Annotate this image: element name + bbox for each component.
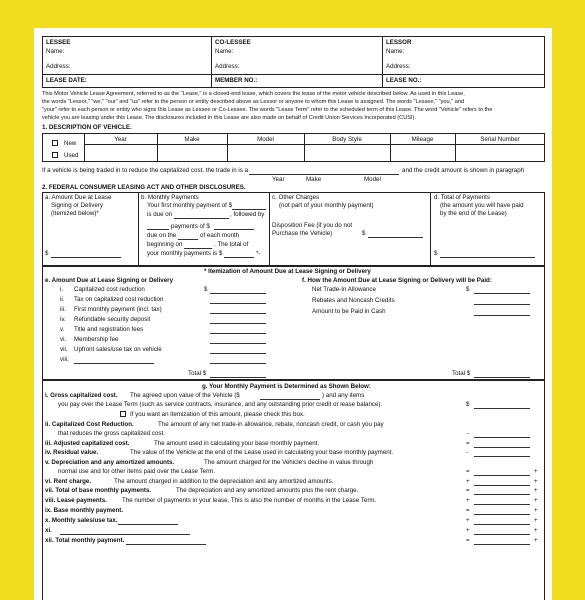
box-c-line-4: Purchase the Vehicle) [272,230,333,237]
g-i-text-c: you pay over the Lease Term (such as service contracts, insurance, and any outstanding prior credit or lease balance). [58,401,383,408]
section-2-title: 2. FEDERAL CONSUMER LEASING ACT AND OTHER DISCLOSURES. [42,184,246,191]
box-b-each-month: of each month [200,232,240,239]
g-row-blank[interactable] [474,447,530,448]
e-item-num: vii. [60,346,68,353]
g-row-sym: = [466,468,470,475]
box-d-line-1: d. Total of Payments [434,194,490,201]
g-row-plus: + [534,487,538,494]
lease-no-label: LEASE NO.: [386,77,422,84]
co-lessee-name-label: Name: [215,48,234,55]
intro-line-3: "your" refer to each person or entity who signs this Lease as Lessee or Co-Lessee. The words "Lease Term" refer to the scheduled term of this Lease. The word "Vehicle" refers to the [42,107,493,113]
box-c-line-2: (not part of your monthly payment) [279,202,374,209]
trade-in-year-label: Year [272,176,285,183]
lessor-name-label: Name: [386,48,405,55]
g-i-text-b: ) and any items [322,392,365,399]
box-c-amount-blank[interactable] [368,237,423,238]
g-row-sym: = [466,507,470,514]
itemization-title: * Itemization of Amount Due at Lease Signing or Delivery [204,268,371,275]
lessee-address-label: Address: [46,63,71,70]
box-d-line-3: by the end of the Lease) [440,210,507,217]
g-row-label: viii. Lease payments. [45,497,107,504]
g-title: g. Your Monthly Payment is Determined as Shown Below: [202,383,371,390]
g-row-blank[interactable] [474,485,530,486]
e-item-label: Upfront sales/use tax on vehicle [74,346,162,353]
g-row-label: xii. Total monthly payment. [45,537,125,544]
g-row-blank[interactable] [474,544,530,545]
f-total-blank[interactable] [474,377,530,378]
e-item-label: Refundable security deposit [74,316,151,323]
box-b-due-on: is due on [147,211,173,218]
g-i-amount-blank[interactable] [474,408,530,409]
box-b-count-blank[interactable] [147,229,169,230]
box-d-line-2: (the amount you will have paid [440,202,524,209]
trade-in-make-label: Make [306,176,322,183]
trade-in-blank[interactable] [249,174,399,175]
g-row-text: The amount charged in addition to the depreciation and any amortized amounts. [114,478,334,485]
g-row-sym: = [466,487,470,494]
g-i-dollar: $ [466,401,470,408]
box-b-line-1: b. Monthly Payments [141,194,199,201]
e-amount-blank[interactable] [210,313,266,314]
g-i-text-d: If you want an itemization of this amount, please check this box. [130,411,305,418]
g-row-text: The value of the Vehicle at the end of the Lease used in calculating your base monthly payment. [130,449,394,456]
e-title: e. Amount Due at Lease Signing or Delivery [45,277,174,284]
e-amount-blank[interactable] [210,333,266,334]
box-b-payments-of: payments of $ [171,223,210,230]
g-ii-amount-blank[interactable] [474,437,530,438]
g-row-text-blank[interactable] [60,534,190,535]
e-item-num: viii. [60,356,69,363]
box-b-due-on-blank[interactable] [174,218,229,219]
box-c-dollar: $ [362,230,366,237]
e-item-num: vi. [60,336,67,343]
box-c-line-1: c. Other Charges [272,194,320,201]
f-amount-blank[interactable] [474,293,530,294]
e-item-label: First monthly payment (incl. tax) [74,306,162,313]
f-item-label: Net Trade-In Allowance [312,286,376,293]
g-row-plus: + [534,478,538,485]
e-total-label: Total $ [188,370,207,377]
box-b-first-payment-blank[interactable] [232,209,266,210]
box-b-first-payment: Your first monthly payment of $ [147,202,233,209]
f-amount-blank[interactable] [474,304,530,305]
e-total-blank[interactable] [210,377,266,378]
g-row-text: The depreciation and any amortized amounts plus the rent charge. [176,487,359,494]
used-label: Used [64,152,79,159]
box-b-total-of: . The total of [214,241,249,248]
g-row-blank[interactable] [474,524,530,525]
g-row-label: vii. Total of base monthly payments. [45,487,152,494]
g-row-label: x. Monthly sales/use tax. [45,517,118,524]
e-amount-blank[interactable] [210,293,266,294]
e-item-label: Membership fee [74,336,119,343]
g-row-sym: + [466,497,470,504]
g-row-text: The number of payments in your lease. This is also the number of months in the Lease Term. [122,497,377,504]
box-b-beginning-on: beginning on [147,241,183,248]
box-a-line-1: a. Amount Due at Lease [45,194,112,201]
g-i-text-a: The agreed upon value of the Vehicle ($ [130,392,240,399]
box-d-dollar: $ [434,250,438,257]
e-item-label: Title and registration fees [74,326,144,333]
g-row-plus: + [534,517,538,524]
box-a-dollar: $ [45,250,49,257]
g-row-label: vi. Rent charge. [45,478,92,485]
header-grid [42,36,545,88]
lease-form-page [34,28,552,600]
box-b-followed-by: , followed by [230,211,265,218]
box-b-asterisk: *- [256,250,261,257]
e-amount-blank[interactable] [210,363,266,364]
g-row-label: ix. Base monthly payment. [45,507,124,514]
lessee-name-label: Name: [46,48,65,55]
g-ii-label: ii. Capitalized Cost Reduction. [45,421,134,428]
intro-line-1: This Motor Vehicle Lease Agreement, referred to as the "Lease," is a closed-end lease, which covers the lease of the motor vehicle described below. As used in this Lease, [42,91,465,97]
col-mileage: Mileage [411,136,434,143]
g-row-plus: + [534,468,538,475]
g-row-text-blank[interactable] [118,524,178,525]
g-row-text: The amount used in calculating your base monthly payment. [154,440,320,447]
box-b-beginning-blank[interactable] [184,248,212,249]
g-row-label: xi. [45,527,52,534]
g-row-text: normal use and for other items paid over the Lease Term. [58,468,216,475]
e-amount-blank[interactable] [210,323,266,324]
g-row-blank[interactable] [474,504,530,505]
g-row-plus: + [534,507,538,514]
lessor-address-label: Address: [386,63,411,70]
box-b-total-blank[interactable] [224,257,254,258]
g-row-plus: + [534,497,538,504]
g-i-label: i. Gross capitalized cost. [45,392,118,399]
g-row-plus: + [534,537,538,544]
e-item-num: i. [60,286,64,293]
g-row-text: The amount charged for the Vehicle's decline in value through [204,459,374,466]
new-checkbox[interactable] [52,140,58,146]
g-i-vehicle-value-blank[interactable] [260,399,320,400]
col-serial-number: Serial Number [480,136,520,143]
box-c-line-3: Disposition Fee (if you do not [272,222,353,229]
g-row-blank[interactable] [474,514,530,515]
trade-in-text: If a vehicle is being traded in to reduce the capitalized cost, the trade in is a [42,167,249,174]
g-row-label: iii. Adjusted capitalized cost. [45,440,130,447]
f-total-label: Total $ [452,370,471,377]
e-item-num: iv. [60,316,66,323]
g-row-label: iv. Residual value. [45,449,99,456]
box-a-amount-blank[interactable] [51,257,121,258]
f-item-label: Rebates and Noncash Credits [312,297,395,304]
box-d-amount-blank[interactable] [440,257,535,258]
box-a-line-2: Signing or Delivery [51,202,103,209]
g-row-sym: + [466,527,470,534]
g-row-blank[interactable] [474,494,530,495]
new-label: New [64,140,77,147]
intro-line-2: the words "Lessor," "we," "our" and "us" refer to the person or entity described above as Lessor or anyone to whom this Lease is assigned. The words "Lessee," "you," and [42,99,465,105]
f-dollar: $ [466,286,470,293]
col-body-style: Body Style [332,136,362,143]
g-row-blank[interactable] [474,456,530,457]
e-item-num: iii. [60,306,66,313]
f-title: f. How the Amount Due at Lease Signing or Delivery will be Paid: [302,277,492,284]
itemization-checkbox[interactable] [120,411,126,417]
g-row-text-blank[interactable] [126,544,206,545]
e-item-num: ii. [60,296,65,303]
g-row-blank[interactable] [474,534,530,535]
f-item-label: Amount to be Paid in Cash [312,308,386,315]
e-item-label: Tax on capitalized cost reduction [74,296,164,303]
e-item-label: Capitalized cost reduction [74,286,145,293]
trade-in-model-label: Model [364,176,381,183]
box-b-due-on-the: due on the [147,232,177,239]
g-ii-text-b: that reduces the gross capitalized cost. [58,430,165,437]
member-no-label: MEMBER NO.: [215,77,258,84]
g-ii-minus: - [467,430,470,437]
co-lessee-address-label: Address: [215,63,240,70]
g-row-label: v. Depreciation and any amortized amounts. [45,459,175,466]
g-row-plus: + [534,527,538,534]
g-row-sym: = [466,537,470,544]
e-item-viii-blank[interactable] [74,363,154,364]
e-amount-blank[interactable] [210,343,266,344]
f-amount-blank[interactable] [474,315,530,316]
lessee-heading: LESSEE [46,39,71,46]
used-checkbox[interactable] [52,152,58,158]
vehicle-section-title: 1. DESCRIPTION OF VEHICLE. [42,124,132,131]
lease-date-label: LEASE DATE: [46,77,87,84]
col-make: Make [184,136,200,143]
col-year: Year [114,136,127,143]
col-model: Model [257,136,274,143]
g-row-sym: + [466,517,470,524]
g-row-sym: = [466,440,470,447]
g-row-sym: + [466,478,470,485]
intro-line-4: vehicle you are leasing under this Lease. The disclosures included in this Lease are also made on behalf of Credit Union Services Incorporated (CUSI). [42,115,416,121]
box-b-day-blank[interactable] [178,239,198,240]
lessor-heading: LESSOR [386,39,412,46]
e-amount-blank[interactable] [210,353,266,354]
e-item-num: v. [60,326,65,333]
e-amount-blank[interactable] [210,303,266,304]
g-row-blank[interactable] [474,475,530,476]
g-ii-text-a: The amount of any net trade-in allowance, rebate, noncash credit, or cash you pay [158,421,384,428]
trade-in-credit-text: and the credit amount is shown in paragraph [402,167,525,174]
box-a-line-3: (Itemized below)* [51,210,99,217]
e-dollar: $ [204,286,208,293]
box-b-payment-amount-blank[interactable] [214,229,254,230]
box-b-total-monthly: your monthly payments is $ [147,250,223,257]
co-lessee-heading: CO-LESSEE [215,39,251,46]
g-row-sym: - [466,449,469,456]
